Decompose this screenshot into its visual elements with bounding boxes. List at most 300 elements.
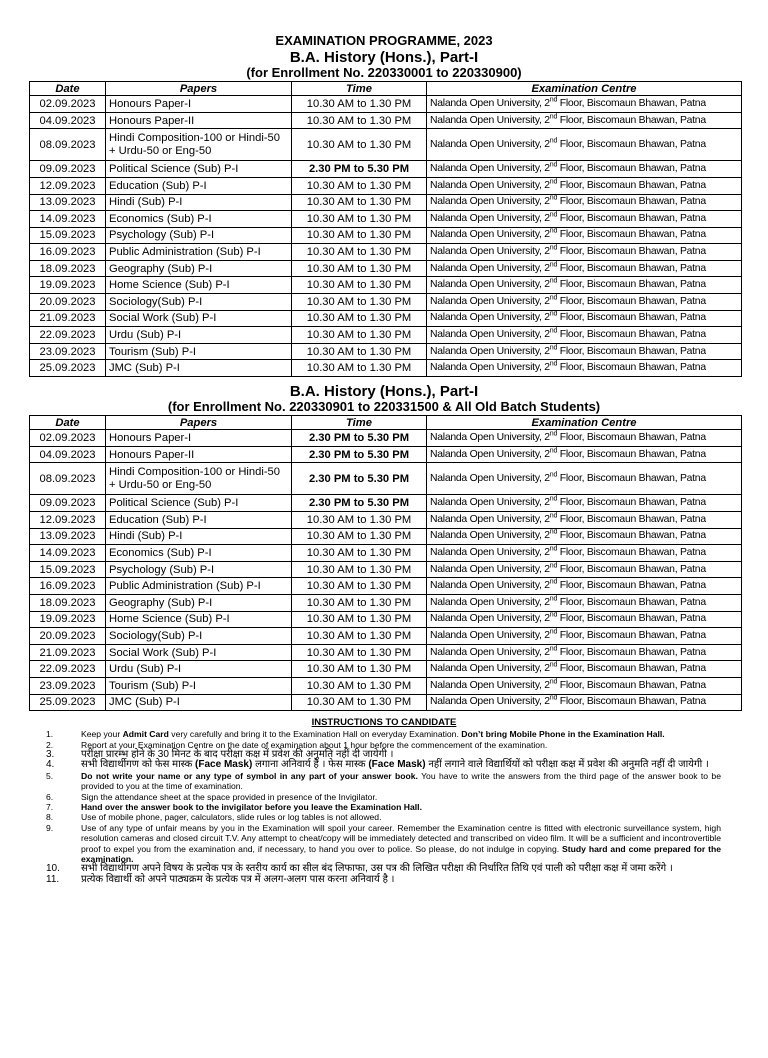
table-row — [30, 446, 742, 463]
exam-time: 10.30 AM to 1.30 PM — [292, 112, 427, 129]
exam-time: 10.30 AM to 1.30 PM — [292, 294, 427, 311]
paper-name: Economics (Sub) P-I — [106, 545, 292, 562]
exam-time: 10.30 AM to 1.30 PM — [292, 561, 427, 578]
paper-name: Public Administration (Sub) P-I — [106, 244, 292, 261]
table-header-row — [30, 416, 742, 430]
exam-centre — [427, 244, 742, 261]
exam-centre — [427, 96, 742, 113]
exam-time: 10.30 AM to 1.30 PM — [292, 694, 427, 711]
exam-centre — [427, 161, 742, 178]
centre-post: Floor, Biscomaun Bhawan, Patna — [557, 679, 706, 691]
exam-date: 13.09.2023 — [30, 194, 106, 211]
centre-post: Floor, Biscomaun Bhawan, Patna — [557, 596, 706, 608]
table-row — [30, 343, 742, 360]
centre-post: Floor, Biscomaun Bhawan, Patna — [557, 97, 706, 109]
centre-sup: nd — [549, 113, 558, 121]
exam-date: 23.09.2023 — [30, 343, 106, 360]
instruction-text: Use of mobile phone, pager, calculators, slide rules or log tables is not allowed. — [81, 812, 382, 823]
exam-date: 21.09.2023 — [30, 310, 106, 327]
centre-post: Floor, Biscomaun Bhawan, Patna — [557, 629, 706, 641]
instruction-item — [0, 802, 768, 812]
instruction-emphasis: (Face Mask) — [195, 759, 253, 771]
centre-post: Floor, Biscomaun Bhawan, Patna — [557, 312, 706, 324]
instruction-item — [0, 792, 768, 802]
instruction-text — [81, 802, 721, 812]
table-row — [30, 112, 742, 129]
instruction-number: 4. — [46, 759, 55, 771]
exam-date: 04.09.2023 — [30, 446, 106, 463]
table-row — [30, 327, 742, 344]
exam-centre — [427, 343, 742, 360]
centre-post: Floor, Biscomaun Bhawan, Patna — [557, 513, 706, 525]
exam-date: 20.09.2023 — [30, 628, 106, 645]
centre-pre: Nalanda Open University, 2 — [430, 114, 550, 126]
exam-date: 02.09.2023 — [30, 430, 106, 447]
col-papers-header: Papers — [106, 416, 292, 430]
centre-pre: Nalanda Open University, 2 — [430, 212, 550, 224]
centre-post: Floor, Biscomaun Bhawan, Patna — [557, 613, 706, 625]
table-row — [30, 227, 742, 244]
paper-name: Urdu (Sub) P-I — [106, 661, 292, 678]
table-row — [30, 277, 742, 294]
paper-name: Home Science (Sub) P-I — [106, 611, 292, 628]
centre-sup: nd — [549, 562, 558, 570]
table-row — [30, 129, 742, 161]
exam-time: 2.30 PM to 5.30 PM — [292, 430, 427, 447]
exam-time: 10.30 AM to 1.30 PM — [292, 545, 427, 562]
instruction-number: 1. — [46, 729, 54, 740]
instruction-emphasis: (Face Mask) — [368, 759, 426, 771]
schedule-body-2 — [30, 430, 742, 711]
exam-time: 10.30 AM to 1.30 PM — [292, 194, 427, 211]
exam-date: 08.09.2023 — [30, 129, 106, 161]
centre-post: Floor, Biscomaun Bhawan, Patna — [557, 262, 706, 274]
table-row — [30, 310, 742, 327]
exam-time: 10.30 AM to 1.30 PM — [292, 628, 427, 645]
table-row — [30, 611, 742, 628]
course-title-2: B.A. History (Hons.), Part-I — [289, 383, 479, 401]
exam-date: 13.09.2023 — [30, 528, 106, 545]
centre-post: Floor, Biscomaun Bhawan, Patna — [557, 279, 706, 291]
paper-name: JMC (Sub) P-I — [106, 360, 292, 377]
col-date-header: Date — [30, 416, 106, 430]
exam-time: 10.30 AM to 1.30 PM — [292, 260, 427, 277]
centre-sup: nd — [549, 628, 558, 636]
centre-pre: Nalanda Open University, 2 — [430, 362, 550, 374]
exam-time: 10.30 AM to 1.30 PM — [292, 677, 427, 694]
instruction-text: सभी विद्यार्थीगण को फेस मास्क (Face Mask) लगाना अनिवार्य है । फेस मास्क (Face Mask) नहीं लगाने वाले विद्यार्थियों को परीक्षा कक्ष में प्रवेश की अनुमति नहीं दी जायेगी । — [81, 759, 709, 771]
paper-name: Psychology (Sub) P-I — [106, 227, 292, 244]
centre-sup: nd — [549, 277, 558, 285]
instruction-item — [0, 812, 768, 822]
exam-centre — [427, 327, 742, 344]
exam-time: 10.30 AM to 1.30 PM — [292, 611, 427, 628]
exam-time: 10.30 AM to 1.30 PM — [292, 96, 427, 113]
col-centre-header: Examination Centre — [427, 416, 742, 430]
centre-post: Floor, Biscomaun Bhawan, Patna — [557, 362, 706, 374]
instruction-text: Keep your Admit Card very carefully and bring it to the Examination Hall on everyday Examination. Don’t bring Mobile Phone in the Examination Hall. — [81, 729, 665, 740]
exam-programme-page — [0, 34, 768, 1058]
centre-post: Floor, Biscomaun Bhawan, Patna — [557, 663, 706, 675]
centre-pre: Nalanda Open University, 2 — [430, 646, 550, 658]
paper-name: Political Science (Sub) P-I — [106, 161, 292, 178]
centre-sup: nd — [549, 611, 558, 619]
exam-date: 21.09.2023 — [30, 644, 106, 661]
exam-date: 18.09.2023 — [30, 594, 106, 611]
paper-name: JMC (Sub) P-I — [106, 694, 292, 711]
centre-sup: nd — [549, 344, 558, 352]
instruction-number: 11. — [46, 873, 60, 885]
centre-sup: nd — [549, 96, 558, 104]
centre-post: Floor, Biscomaun Bhawan, Patna — [557, 196, 706, 208]
table-row — [30, 644, 742, 661]
paper-name: Hindi Composition-100 or Hindi-50 + Urdu-50 or Eng-50 — [106, 129, 292, 161]
paper-name: Geography (Sub) P-I — [106, 594, 292, 611]
exam-centre — [427, 661, 742, 678]
exam-centre — [427, 578, 742, 595]
instructions-list — [0, 729, 768, 885]
centre-sup: nd — [549, 512, 558, 520]
exam-time: 10.30 AM to 1.30 PM — [292, 360, 427, 377]
paper-name: Psychology (Sub) P-I — [106, 561, 292, 578]
table-row — [30, 211, 742, 228]
instruction-item — [0, 771, 768, 792]
centre-pre: Nalanda Open University, 2 — [430, 472, 550, 484]
instruction-text: Report at your Examination Centre on the date of examination about 1 hour before the commencement of the examination. — [81, 739, 548, 750]
centre-pre: Nalanda Open University, 2 — [430, 530, 550, 542]
centre-post: Floor, Biscomaun Bhawan, Patna — [557, 696, 706, 708]
exam-time: 10.30 AM to 1.30 PM — [292, 177, 427, 194]
table-row — [30, 244, 742, 261]
exam-centre — [427, 463, 742, 495]
exam-centre — [427, 628, 742, 645]
schedule-table-1 — [29, 81, 742, 377]
table-row — [30, 177, 742, 194]
centre-post: Floor, Biscomaun Bhawan, Patna — [557, 546, 706, 558]
instruction-item — [0, 729, 768, 739]
instruction-text: Use of any type of unfair means by you in the Examination will spoil your career. Remember the Examination centre is fitted with electronic surveillance system, high resolution cameras and closed circuit T.V. Any attempt to cheat/copy will be immediately detected and transcribed on video film. It will be a sufficient and incontrovertible proof to expel you from the examination and, if necessary, to hand you over to police. So please, do not indulge in copying. Study hard and come prepared for the examination. — [81, 822, 721, 864]
exam-centre — [427, 545, 742, 562]
exam-centre — [427, 430, 742, 447]
instruction-number: 7. — [46, 801, 54, 812]
centre-sup: nd — [549, 194, 558, 202]
table-row — [30, 661, 742, 678]
instruction-number: 6. — [46, 791, 54, 802]
exam-date: 22.09.2023 — [30, 661, 106, 678]
exam-centre — [427, 227, 742, 244]
table-row — [30, 628, 742, 645]
paper-name: Geography (Sub) P-I — [106, 260, 292, 277]
centre-pre: Nalanda Open University, 2 — [430, 679, 550, 691]
schedule-table-2 — [29, 415, 742, 711]
paper-name: Tourism (Sub) P-I — [106, 343, 292, 360]
table-row — [30, 161, 742, 178]
centre-pre: Nalanda Open University, 2 — [430, 179, 550, 191]
centre-pre: Nalanda Open University, 2 — [430, 596, 550, 608]
header — [0, 34, 768, 81]
centre-post: Floor, Biscomaun Bhawan, Patna — [557, 580, 706, 592]
instructions-title: INSTRUCTIONS TO CANDIDATE — [311, 717, 457, 729]
centre-pre: Nalanda Open University, 2 — [430, 613, 550, 625]
table-row — [30, 360, 742, 377]
exam-centre — [427, 594, 742, 611]
exam-date: 25.09.2023 — [30, 694, 106, 711]
exam-date: 12.09.2023 — [30, 177, 106, 194]
paper-name: Home Science (Sub) P-I — [106, 277, 292, 294]
centre-sup: nd — [549, 360, 558, 368]
centre-pre: Nalanda Open University, 2 — [430, 196, 550, 208]
exam-time: 10.30 AM to 1.30 PM — [292, 343, 427, 360]
table-row — [30, 194, 742, 211]
centre-sup: nd — [549, 294, 558, 302]
table-row — [30, 545, 742, 562]
instruction-item — [0, 823, 768, 865]
exam-date: 14.09.2023 — [30, 545, 106, 562]
centre-sup: nd — [549, 310, 558, 318]
centre-post: Floor, Biscomaun Bhawan, Patna — [557, 229, 706, 241]
centre-pre: Nalanda Open University, 2 — [430, 663, 550, 675]
paper-name: Tourism (Sub) P-I — [106, 677, 292, 694]
centre-post: Floor, Biscomaun Bhawan, Patna — [557, 179, 706, 191]
exam-date: 12.09.2023 — [30, 512, 106, 529]
exam-date: 22.09.2023 — [30, 327, 106, 344]
centre-sup: nd — [549, 327, 558, 335]
centre-sup: nd — [549, 661, 558, 669]
exam-centre — [427, 528, 742, 545]
instruction-emphasis: Study hard and come prepared for the examination. — [81, 843, 721, 864]
exam-centre — [427, 677, 742, 694]
table-row — [30, 463, 742, 495]
centre-post: Floor, Biscomaun Bhawan, Patna — [557, 646, 706, 658]
paper-name: Education (Sub) P-I — [106, 512, 292, 529]
exam-centre — [427, 495, 742, 512]
centre-pre: Nalanda Open University, 2 — [430, 546, 550, 558]
exam-date: 15.09.2023 — [30, 561, 106, 578]
centre-post: Floor, Biscomaun Bhawan, Patna — [557, 497, 706, 509]
centre-sup: nd — [549, 645, 558, 653]
exam-time: 10.30 AM to 1.30 PM — [292, 512, 427, 529]
centre-sup: nd — [549, 261, 558, 269]
exam-centre — [427, 177, 742, 194]
instruction-number: 9. — [46, 822, 54, 833]
paper-name: Social Work (Sub) P-I — [106, 644, 292, 661]
exam-date: 15.09.2023 — [30, 227, 106, 244]
exam-centre — [427, 310, 742, 327]
centre-pre: Nalanda Open University, 2 — [430, 279, 550, 291]
centre-pre: Nalanda Open University, 2 — [430, 580, 550, 592]
exam-centre — [427, 129, 742, 161]
centre-pre: Nalanda Open University, 2 — [430, 295, 550, 307]
exam-centre — [427, 194, 742, 211]
instruction-number: 3. — [46, 748, 55, 760]
exam-time: 10.30 AM to 1.30 PM — [292, 277, 427, 294]
schedule-body-1 — [30, 96, 742, 377]
table-row — [30, 694, 742, 711]
col-time-header: Time — [292, 416, 427, 430]
enrollment-range-1: (for Enrollment No. 220330001 to 220330900) — [246, 65, 522, 81]
exam-time: 10.30 AM to 1.30 PM — [292, 644, 427, 661]
exam-time: 10.30 AM to 1.30 PM — [292, 661, 427, 678]
centre-post: Floor, Biscomaun Bhawan, Patna — [557, 329, 706, 341]
paper-name: Political Science (Sub) P-I — [106, 495, 292, 512]
paper-name: Honours Paper-I — [106, 430, 292, 447]
instruction-text: परीक्षा प्रारम्भ होने के 30 मिनट के बाद परीक्षा कक्ष में प्रवेश की अनुमति नहीं दी जायेगी । — [81, 748, 394, 760]
centre-post: Floor, Biscomaun Bhawan, Patna — [557, 163, 706, 175]
exam-time: 10.30 AM to 1.30 PM — [292, 594, 427, 611]
col-centre-header: Examination Centre — [427, 82, 742, 96]
exam-date: 02.09.2023 — [30, 96, 106, 113]
instruction-number: 2. — [46, 739, 54, 750]
exam-centre — [427, 512, 742, 529]
table-row — [30, 260, 742, 277]
table-row — [30, 528, 742, 545]
col-papers-header: Papers — [106, 82, 292, 96]
centre-pre: Nalanda Open University, 2 — [430, 229, 550, 241]
exam-time: 10.30 AM to 1.30 PM — [292, 211, 427, 228]
centre-post: Floor, Biscomaun Bhawan, Patna — [557, 246, 706, 258]
table-row — [30, 495, 742, 512]
centre-pre: Nalanda Open University, 2 — [430, 629, 550, 641]
exam-date: 20.09.2023 — [30, 294, 106, 311]
centre-post: Floor, Biscomaun Bhawan, Patna — [557, 448, 706, 460]
exam-date: 09.09.2023 — [30, 495, 106, 512]
centre-pre: Nalanda Open University, 2 — [430, 138, 550, 150]
centre-pre: Nalanda Open University, 2 — [430, 513, 550, 525]
col-time-header: Time — [292, 82, 427, 96]
exam-centre — [427, 294, 742, 311]
centre-sup: nd — [549, 244, 558, 252]
centre-pre: Nalanda Open University, 2 — [430, 246, 550, 258]
exam-time: 10.30 AM to 1.30 PM — [292, 129, 427, 161]
paper-name: Honours Paper-II — [106, 446, 292, 463]
exam-centre — [427, 644, 742, 661]
centre-post: Floor, Biscomaun Bhawan, Patna — [557, 114, 706, 126]
centre-sup: nd — [549, 178, 558, 186]
centre-sup: nd — [549, 495, 558, 503]
centre-sup: nd — [549, 471, 558, 479]
exam-date: 08.09.2023 — [30, 463, 106, 495]
exam-centre — [427, 360, 742, 377]
centre-post: Floor, Biscomaun Bhawan, Patna — [557, 432, 706, 444]
paper-name: Hindi (Sub) P-I — [106, 528, 292, 545]
exam-time: 2.30 PM to 5.30 PM — [292, 161, 427, 178]
exam-time: 10.30 AM to 1.30 PM — [292, 227, 427, 244]
table-row — [30, 677, 742, 694]
centre-pre: Nalanda Open University, 2 — [430, 345, 550, 357]
instruction-number: 10. — [46, 863, 60, 875]
centre-sup: nd — [549, 595, 558, 603]
programme-title: EXAMINATION PROGRAMME, 2023 — [275, 33, 493, 48]
enrollment-range-2: (for Enrollment No. 220330901 to 220331500 & All Old Batch Students) — [167, 399, 601, 415]
exam-time: 10.30 AM to 1.30 PM — [292, 310, 427, 327]
centre-sup: nd — [549, 430, 558, 438]
exam-centre — [427, 211, 742, 228]
centre-post: Floor, Biscomaun Bhawan, Patna — [557, 472, 706, 484]
instruction-text: Do not write your name or any type of symbol in any part of your answer book. You have to write the answers from the third page of the answer book to be provided to you at the time of examination. — [81, 770, 721, 792]
exam-centre — [427, 561, 742, 578]
centre-sup: nd — [549, 228, 558, 236]
exam-centre — [427, 446, 742, 463]
instruction-text: प्रत्येक विद्यार्थी को अपने पाठ्यक्रम के प्रत्येक पत्र में अलग-अलग पास करना अनिवार्य है । — [81, 873, 395, 885]
paper-name: Public Administration (Sub) P-I — [106, 578, 292, 595]
exam-time: 10.30 AM to 1.30 PM — [292, 244, 427, 261]
centre-sup: nd — [549, 678, 558, 686]
exam-centre — [427, 112, 742, 129]
instruction-item — [0, 875, 768, 885]
exam-date: 16.09.2023 — [30, 244, 106, 261]
exam-centre — [427, 694, 742, 711]
paper-name: Social Work (Sub) P-I — [106, 310, 292, 327]
paper-name: Sociology(Sub) P-I — [106, 294, 292, 311]
paper-name: Hindi (Sub) P-I — [106, 194, 292, 211]
paper-name: Honours Paper-II — [106, 112, 292, 129]
paper-name: Sociology(Sub) P-I — [106, 628, 292, 645]
centre-post: Floor, Biscomaun Bhawan, Patna — [557, 345, 706, 357]
centre-post: Floor, Biscomaun Bhawan, Patna — [557, 295, 706, 307]
exam-date: 16.09.2023 — [30, 578, 106, 595]
instruction-emphasis: Hand over the answer book to the invigilator before you leave the Examination Hall. — [81, 801, 422, 812]
exam-time: 2.30 PM to 5.30 PM — [292, 495, 427, 512]
instruction-emphasis: Admit Card — [122, 729, 169, 740]
instruction-item — [0, 760, 768, 770]
centre-sup: nd — [549, 545, 558, 553]
instruction-emphasis: Don’t bring Mobile Phone in the Examination Hall. — [461, 729, 665, 740]
centre-pre: Nalanda Open University, 2 — [430, 329, 550, 341]
centre-pre: Nalanda Open University, 2 — [430, 432, 550, 444]
centre-pre: Nalanda Open University, 2 — [430, 97, 550, 109]
exam-date: 25.09.2023 — [30, 360, 106, 377]
exam-centre — [427, 611, 742, 628]
centre-pre: Nalanda Open University, 2 — [430, 563, 550, 575]
centre-sup: nd — [549, 137, 558, 145]
paper-name: Honours Paper-I — [106, 96, 292, 113]
paper-name: Hindi Composition-100 or Hindi-50 + Urdu-50 or Eng-50 — [106, 463, 292, 495]
table-row — [30, 578, 742, 595]
centre-sup: nd — [549, 528, 558, 536]
paper-name: Economics (Sub) P-I — [106, 211, 292, 228]
header-2 — [0, 383, 768, 415]
exam-centre — [427, 277, 742, 294]
instruction-text: सभी विद्यार्थीगण अपने विषय के प्रत्येक पत्र के स्तरीय कार्य का सील बंद लिफाफा, उस पत्र की लिखित परीक्षा की निर्धारित तिथि एवं पाली को परीक्षा कक्ष में जमा करेंगे । — [81, 863, 673, 875]
instruction-emphasis: Do not write your name or any type of symbol in any part of your answer book. — [81, 770, 418, 781]
exam-time: 2.30 PM to 5.30 PM — [292, 446, 427, 463]
table-row — [30, 594, 742, 611]
exam-date: 19.09.2023 — [30, 611, 106, 628]
centre-pre: Nalanda Open University, 2 — [430, 163, 550, 175]
instruction-number: 8. — [46, 812, 54, 823]
col-date-header: Date — [30, 82, 106, 96]
exam-date: 18.09.2023 — [30, 260, 106, 277]
course-title: B.A. History (Hons.), Part-I — [289, 48, 479, 66]
exam-date: 09.09.2023 — [30, 161, 106, 178]
centre-post: Floor, Biscomaun Bhawan, Patna — [557, 530, 706, 542]
instruction-text: Sign the attendance sheet at the space provided in presence of the Invigilator. — [81, 791, 378, 802]
table-row — [30, 96, 742, 113]
centre-pre: Nalanda Open University, 2 — [430, 448, 550, 460]
centre-sup: nd — [549, 694, 558, 702]
centre-sup: nd — [549, 161, 558, 169]
exam-time: 2.30 PM to 5.30 PM — [292, 463, 427, 495]
exam-time: 10.30 AM to 1.30 PM — [292, 528, 427, 545]
paper-name: Urdu (Sub) P-I — [106, 327, 292, 344]
centre-post: Floor, Biscomaun Bhawan, Patna — [557, 212, 706, 224]
centre-sup: nd — [549, 578, 558, 586]
centre-pre: Nalanda Open University, 2 — [430, 497, 550, 509]
centre-post: Floor, Biscomaun Bhawan, Patna — [557, 138, 706, 150]
table-row — [30, 294, 742, 311]
exam-centre — [427, 260, 742, 277]
table-header-row — [30, 82, 742, 96]
